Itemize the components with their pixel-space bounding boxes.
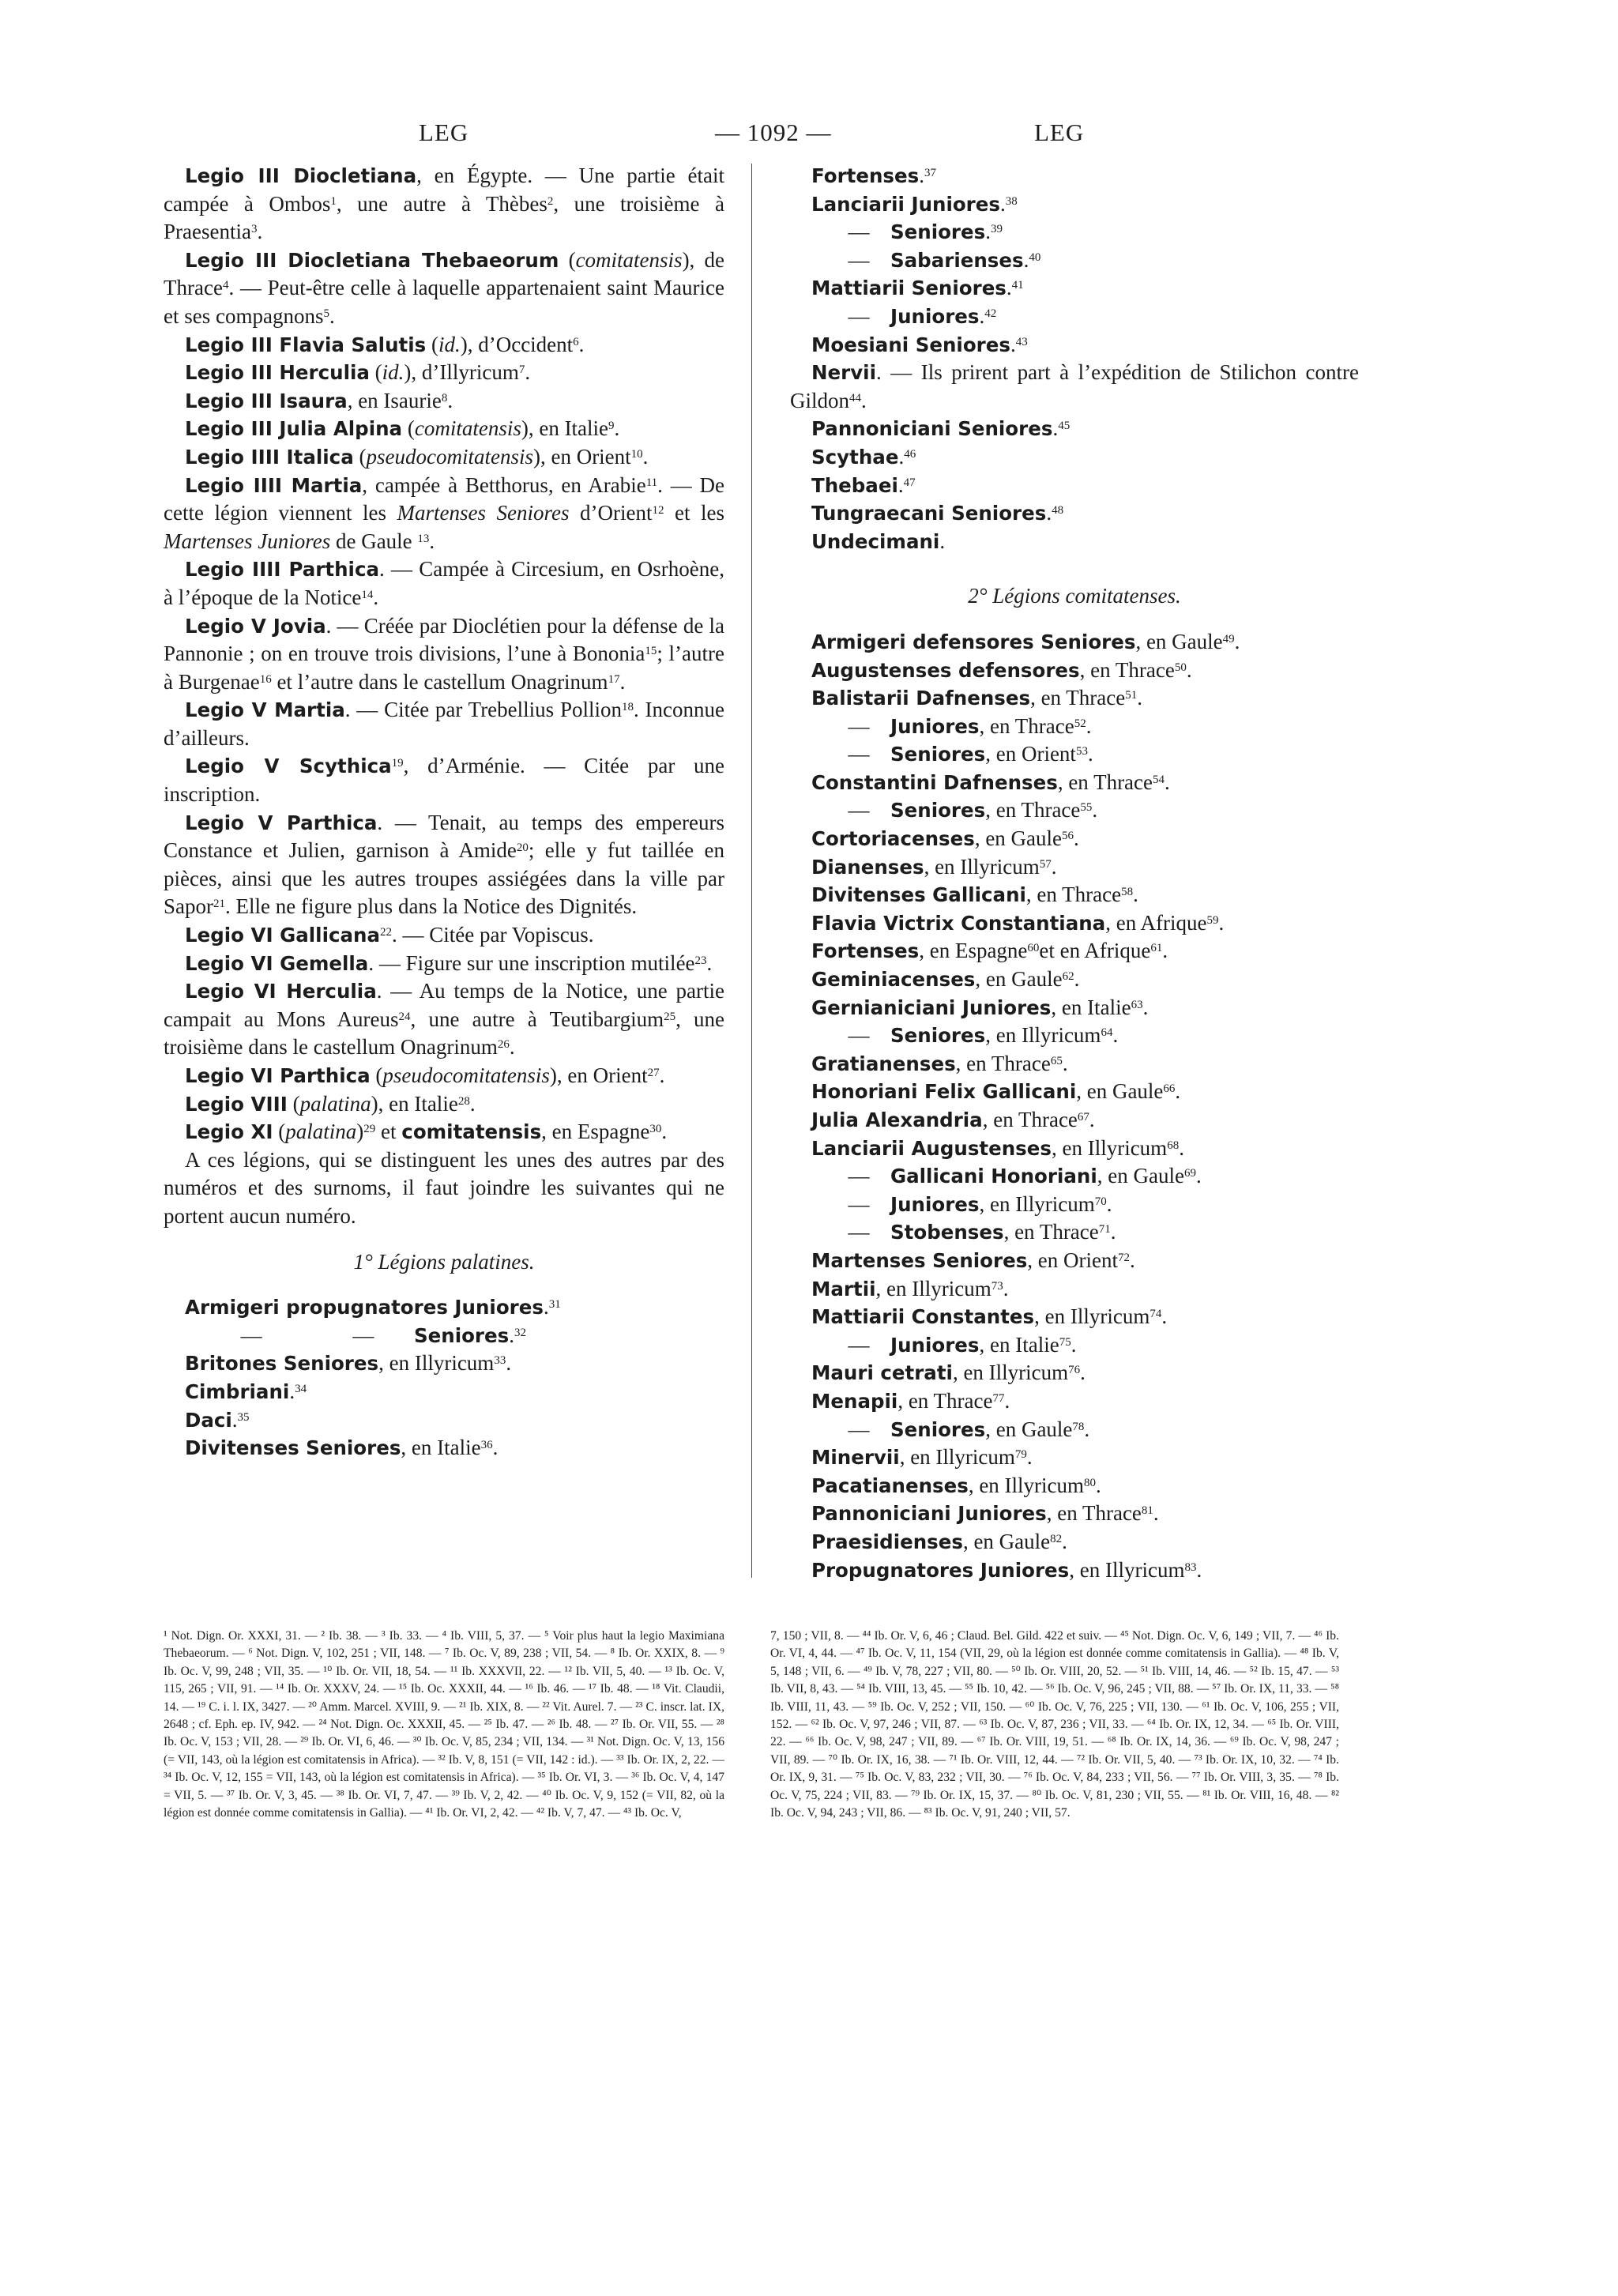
palatine-legion-list-end bbox=[790, 415, 1359, 555]
entry-legio-vi-gemella: Legio VI Gemella. — Figure sur une inscription mutilée$^{23}$. bbox=[185, 950, 713, 975]
list-item: Armigeri propugnatores Juniores.$^{31}$ bbox=[185, 1295, 561, 1319]
list-item: Armigeri defensores Seniores, en Gaule$^{49}$. bbox=[811, 629, 1240, 653]
list-item: Mauri cetrati, en Illyricum$^{76}$. bbox=[811, 1361, 1086, 1385]
ditto-dash: — bbox=[848, 1220, 870, 1244]
entry-legio-iiii-parthica: Legio IIII Parthica. — Campée à Circesium, en Osrhoène, à l’époque de la Notice$^{14}$. bbox=[164, 557, 724, 609]
list-item: — Seniores, en Orient$^{53}$. bbox=[790, 740, 1359, 769]
list-item: — Stobenses, en Thrace$^{71}$. bbox=[790, 1218, 1359, 1247]
list-item: Lanciarii Juniores.$^{38}$ bbox=[811, 191, 1018, 216]
list-item: — Juniores, en Thrace$^{52}$. bbox=[790, 713, 1359, 741]
footnotes-right: 7, 150 ; VII, 8. — ⁴⁴ Ib. Or. V, 6, 46 ; Claud. Bel. Gild. 422 et suiv. — ⁴⁵ Not. Dign. Oc. V, 6, 149 ; VII, 7. — ⁴⁶ Ib. Or. VI, 4, 44. — ⁴⁷ Ib. Oc. V, 11, 154 (VII, 29, où la légion est donnée comme comitatensis in Gallia). — ⁴⁸ Ib. V, 5, 148 ; VII, 6. — ⁴⁹ Ib. V, 78, 227 ; VII, 80. — ⁵⁰ Ib. Or. VIII, 20, 52. — ⁵¹ Ib. VIII, 14, 46. — ⁵² Ib. 15, 47. — ⁵³ Ib. VII, 8, 43. — ⁵⁴ Ib. VIII, 13, 45. — ⁵⁵ Ib. 10, 42. — ⁵⁶ Ib. Oc. V, 96, 245 ; VII, 88. — ⁵⁷ Ib. Or. IX, 11, 33. — ⁵⁸ Ib. VIII, 11, 43. — ⁵⁹ Ib. Oc. V, 252 ; VII, 150. — ⁶⁰ Ib. Oc. V, 76, 225 ; VII, 130. — ⁶¹ Ib. Oc. V, 106, 255 ; VII, 152. — ⁶² Ib. Oc. V, 97, 246 ; VII, 87. — ⁶³ Ib. Oc. V, 87, 236 ; VII, 33. — ⁶⁴ Ib. Or. IX, 12, 34. — ⁶⁵ Ib. Or. VIII, 22. — ⁶⁶ Ib. Oc. V, 98, 247 ; VII, 89. — ⁶⁷ Ib. Or. VIII, 19, 51. — ⁶⁸ Ib. Or. IX, 14, 36. — ⁶⁹ Ib. Oc. V, 98, 247 ; VII, 89. — ⁷⁰ Ib. Or. IX, 16, 38. — ⁷¹ Ib. Or. VIII, 12, 44. — ⁷² Ib. Or. VII, 5, 40. — ⁷³ Ib. Or. IX, 10, 32. — ⁷⁴ Ib. Or. IX, 9, 31. — ⁷⁵ Ib. Oc. V, 83, 232 ; VII, 30. — ⁷⁶ Ib. Oc. V, 84, 233 ; VII, 56. — ⁷⁷ Ib. Or. VIII, 3, 35. — ⁷⁸ Ib. Oc. V, 75, 224 ; VII, 83. — ⁷⁹ Ib. Or. IX, 15, 37. — ⁸⁰ Ib. Oc. V, 81, 230 ; VII, 55. — ⁸¹ Ib. Or. VIII, 16, 48. — ⁸² Ib. Oc. V, 94, 243 ; VII, 86. — ⁸³ Ib. Oc. V, 91, 240 ; VII, 57. bbox=[770, 1629, 1339, 1820]
ditto-dash: — bbox=[848, 1191, 870, 1216]
column-rule bbox=[751, 164, 752, 1578]
list-item: Dianenses, en Illyricum$^{57}$. bbox=[811, 854, 1057, 879]
list-item: Daci.$^{35}$ bbox=[185, 1407, 250, 1432]
entry-legio-iii-julia-alpina: Legio III Julia Alpina (comitatensis), en Italie$^9$. bbox=[185, 416, 620, 441]
list-item: Balistarii Dafnenses, en Thrace$^{51}$. bbox=[811, 686, 1142, 710]
list-item: Fortenses, en Espagne$^{60}$et en Afrique$^{61}$. bbox=[811, 939, 1168, 963]
list-item: Divitenses Seniores, en Italie$^{36}$. bbox=[185, 1436, 499, 1460]
left-column bbox=[164, 162, 724, 1462]
palatine-legion-list bbox=[164, 1293, 724, 1462]
ditto-dash: — bbox=[848, 1332, 870, 1357]
entry-legio-v-scythica: Legio V Scythica$^{19}$, d’Arménie. — Citée par une inscription. bbox=[164, 754, 725, 807]
list-item: — Juniores, en Italie$^{75}$. bbox=[790, 1331, 1359, 1360]
list-item: Moesiani Seniores.$^{43}$ bbox=[811, 332, 1028, 356]
list-item: — Seniores, en Illyricum$^{64}$. bbox=[790, 1022, 1359, 1050]
palatine-legion-list-continued bbox=[790, 162, 1359, 359]
entry-legio-vi-gallicana: Legio VI Gallicana$^{22}$. — Citée par Vopiscus. bbox=[185, 923, 594, 947]
entry-legio-iii-diocletiana: Legio III Diocletiana, en Égypte. — Une partie était campée à Ombos$^1$, une autre à Thèbes$^2$, une troisième à Praesentia$^3$. bbox=[164, 164, 724, 244]
ditto-dash: — bbox=[848, 247, 870, 272]
entry-legio-xi: Legio XI (palatina)$^{29}$ et comitatensis, en Espagne$^{30}$. bbox=[185, 1120, 668, 1144]
list-item: — — Seniores.$^{32}$ bbox=[164, 1322, 724, 1350]
ditto-dash: — bbox=[848, 303, 870, 328]
right-column bbox=[790, 162, 1359, 1584]
ditto-dash: — — bbox=[240, 1323, 374, 1347]
list-item: Augustenses defensores, en Thrace$^{50}$. bbox=[811, 657, 1192, 682]
list-item: — Juniores, en Illyricum$^{70}$. bbox=[790, 1191, 1359, 1219]
list-item: Britones Seniores, en Illyricum$^{33}$. bbox=[185, 1351, 512, 1376]
list-item: — Gallicani Honoriani, en Gaule$^{69}$. bbox=[790, 1162, 1359, 1191]
list-item: Pannoniciani Juniores, en Thrace$^{81}$. bbox=[811, 1501, 1159, 1526]
list-item: Scythae.$^{46}$ bbox=[811, 444, 916, 469]
list-item: Thebaei.$^{47}$ bbox=[811, 472, 916, 497]
page-number: — 1092 — bbox=[715, 119, 832, 146]
list-item: Cimbriani.$^{34}$ bbox=[185, 1379, 307, 1403]
list-item: Pannoniciani Seniores.$^{45}$ bbox=[811, 416, 1071, 441]
entry-legio-viii: Legio VIII (palatina), en Italie$^{28}$. bbox=[185, 1091, 476, 1116]
running-head-right: LEG bbox=[1034, 119, 1085, 146]
entry-legio-iiii-italica: Legio IIII Italica (pseudocomitatensis), en Orient$^{10}$. bbox=[185, 444, 649, 469]
entry-legio-v-jovia: Legio V Jovia. — Créée par Dioclétien pour la défense de la Pannonie ; on en trouve trois divisions, l’une à Bononia$^{15}$; l’autre à Burgenae$^{16}$ et l’autre dans le castellum Onagrinum$^{17}$. bbox=[164, 613, 724, 694]
list-item: — Juniores.$^{42}$ bbox=[790, 303, 1359, 331]
ditto-dash: — bbox=[848, 1164, 870, 1188]
entry-legio-v-martia: Legio V Martia. — Citée par Trebellius Pollion$^{18}$. Inconnue d’ailleurs. bbox=[164, 698, 724, 750]
list-item: Divitenses Gallicani, en Thrace$^{58}$. bbox=[811, 883, 1138, 907]
running-head-left: LEG bbox=[419, 119, 469, 146]
entry-legio-iii-flavia-salutis: Legio III Flavia Salutis (id.), d’Occident$^6$. bbox=[185, 332, 585, 356]
comitatenses-legion-list bbox=[790, 628, 1359, 1584]
list-item: Honoriani Felix Gallicani, en Gaule$^{66}$. bbox=[811, 1079, 1181, 1104]
list-item: Constantini Dafnenses, en Thrace$^{54}$. bbox=[811, 770, 1170, 794]
list-item: Mattiarii Seniores.$^{41}$ bbox=[811, 276, 1024, 300]
list-item: Propugnatores Juniores, en Illyricum$^{83}$. bbox=[811, 1557, 1202, 1582]
ditto-dash: — bbox=[848, 742, 870, 766]
list-item: Tungraecani Seniores.$^{48}$ bbox=[811, 501, 1064, 525]
list-item: Martenses Seniores, en Orient$^{72}$. bbox=[811, 1248, 1135, 1272]
entry-legio-vi-parthica: Legio VI Parthica (pseudocomitatensis), en Orient$^{27}$. bbox=[185, 1063, 665, 1087]
ditto-dash: — bbox=[848, 220, 870, 244]
list-item: Menapii, en Thrace$^{77}$. bbox=[811, 1388, 1010, 1413]
list-item: Mattiarii Constantes, en Illyricum$^{74}$. bbox=[811, 1304, 1168, 1329]
list-item: Praesidienses, en Gaule$^{82}$. bbox=[811, 1529, 1067, 1553]
footnotes-left: ¹ Not. Dign. Or. XXXI, 31. — ² Ib. 38. — ³ Ib. 33. — ⁴ Ib. VIII, 5, 37. — ⁵ Voir plus haut la legio Maximiana Thebaeorum. — ⁶ Not. Dign. V, 102, 251 ; VII, 148. — ⁷ Ib. Oc. V, 89, 238 ; VII, 54. — ⁸ Ib. Or. XXIX, 8. — ⁹ Ib. Oc. V, 99, 248 ; VII, 35. — ¹⁰ Ib. Or. VII, 18, 54. — ¹¹ Ib. XXXVII, 22. — ¹² Ib. VII, 5, 40. — ¹³ Ib. Oc. V, 115, 265 ; VII, 91. — ¹⁴ Ib. Or. XXXV, 24. — ¹⁵ Ib. Oc. XXXII, 44. — ¹⁶ Ib. 46. — ¹⁷ Ib. 48. — ¹⁸ Vit. Claudii, 14. — ¹⁹ C. i. l. IX, 3427. — ²⁰ Amm. Marcel. XVIII, 9. — ²¹ Ib. XIX, 8. — ²² Vit. Aurel. 7. — ²³ C. inscr. lat. IX, 2648 ; cf. Eph. ep. IV, 942. — ²⁴ Not. Dign. Oc. XXXII, 45. — ²⁵ Ib. 47. — ²⁶ Ib. 48. — ²⁷ Ib. Or. VII, 55. — ²⁸ Ib. Oc. V, 153 ; VII, 28. — ²⁹ Ib. Or. VI, 6, 46. — ³⁰ Ib. Oc. V, 85, 234 ; VII, 134. — ³¹ Not. Dign. Oc. V, 13, 156 (= VII, 143, où la légion est comitatensis in Africa). — ³² Ib. V, 8, 151 (= VII, 142 : id.). — ³³ Ib. Or. IX, 2, 22. — ³⁴ Ib. Oc. V, 12, 155 = VII, 143, où la légion est comitatensis in Africa). — ³⁵ Ib. Or. VI, 3. — ³⁶ Ib. Oc. V, 4, 147 = VII, 5. — ³⁷ Ib. Or. V, 3, 45. — ³⁸ Ib. Or. VI, 7, 47. — ³⁹ Ib. V, 2, 42. — ⁴⁰ Ib. Oc. V, 9, 152 (= VII, 82, où la légion est donnée comme comitatensis in Gallia). — ⁴¹ Ib. Or. VI, 2, 42. — ⁴² Ib. V, 7, 47. — ⁴³ Ib. Oc. V, bbox=[164, 1629, 724, 1820]
list-item: Lanciarii Augustenses, en Illyricum$^{68}$. bbox=[811, 1135, 1184, 1160]
entry-legio-iii-isaura: Legio III Isaura, en Isaurie$^8$. bbox=[185, 388, 453, 412]
list-item: Cortoriacenses, en Gaule$^{56}$. bbox=[811, 826, 1079, 851]
section-heading-comitatenses: 2° Légions comitatenses. bbox=[968, 584, 1181, 608]
list-item: Martii, en Illyricum$^{73}$. bbox=[811, 1276, 1009, 1300]
section-heading-palatines: 1° Légions palatines. bbox=[353, 1249, 535, 1274]
list-item: — Seniores, en Thrace$^{55}$. bbox=[790, 796, 1359, 825]
entry-nervii: Nervii. — Ils prirent part à l’expédition de Stilichon contre Gildon$^{44}$. bbox=[790, 360, 1359, 412]
intro-paragraph: A ces légions, qui se distinguent les unes des autres par des numéros et des surnoms, il faut joindre les suivantes qui ne portent aucun numéro. bbox=[164, 1147, 724, 1228]
list-item: Gernianiciani Juniores, en Italie$^{63}$. bbox=[811, 995, 1149, 1019]
entry-legio-iiii-martia: Legio IIII Martia, campée à Betthorus, en Arabie$^{11}$. — De cette légion viennent les Martenses Seniores d’Orient$^{12}$ et les Martenses Juniores de Gaule $^{13}$. bbox=[164, 472, 725, 553]
list-item: Undecimani. bbox=[811, 529, 946, 553]
list-item: Flavia Victrix Constantiana, en Afrique$^{59}$. bbox=[811, 910, 1225, 935]
list-item: — Sabarienses.$^{40}$ bbox=[790, 247, 1359, 275]
entry-legio-v-parthica: Legio V Parthica. — Tenait, au temps des empereurs Constance et Julien, garnison à Amide$^{20}$; elle y fut taillée en pièces, ainsi que les autres troupes assiégées dans la ville par Sapor$^{21}$. Elle ne figure plus dans la Notice des Dignités. bbox=[164, 810, 724, 919]
list-item: Geminiacenses, en Gaule$^{62}$. bbox=[811, 967, 1080, 992]
entry-legio-vi-herculia: Legio VI Herculia. — Au temps de la Notice, une partie campait au Mons Aureus$^{24}$, une autre à Teutibargium$^{25}$, une troisième dans le castellum Onagrinum$^{26}$. bbox=[164, 979, 725, 1060]
list-item: Fortenses.$^{37}$ bbox=[811, 164, 936, 187]
ditto-dash: — bbox=[848, 798, 870, 822]
list-item: Minervii, en Illyricum$^{79}$. bbox=[811, 1445, 1033, 1470]
ditto-dash: — bbox=[848, 1023, 870, 1048]
list-item: — Seniores, en Gaule$^{78}$. bbox=[790, 1416, 1359, 1444]
list-item: Pacatianenses, en Illyricum$^{80}$. bbox=[811, 1473, 1101, 1497]
entry-legio-iii-diocletiana-thebaeorum: Legio III Diocletiana Thebaeorum (comitatensis), de Thrace$^4$. — Peut-être celle à laquelle appartenaient saint Maurice et ses compagnons$^5$. bbox=[164, 247, 724, 328]
ditto-dash: — bbox=[848, 713, 870, 738]
list-item: Julia Alexandria, en Thrace$^{67}$. bbox=[811, 1108, 1095, 1131]
list-item: Gratianenses, en Thrace$^{65}$. bbox=[811, 1051, 1068, 1075]
list-item: — Seniores.$^{39}$ bbox=[790, 218, 1359, 247]
entry-legio-iii-herculia: Legio III Herculia (id.), d’Illyricum$^7$. bbox=[185, 360, 531, 385]
ditto-dash: — bbox=[848, 1417, 870, 1441]
